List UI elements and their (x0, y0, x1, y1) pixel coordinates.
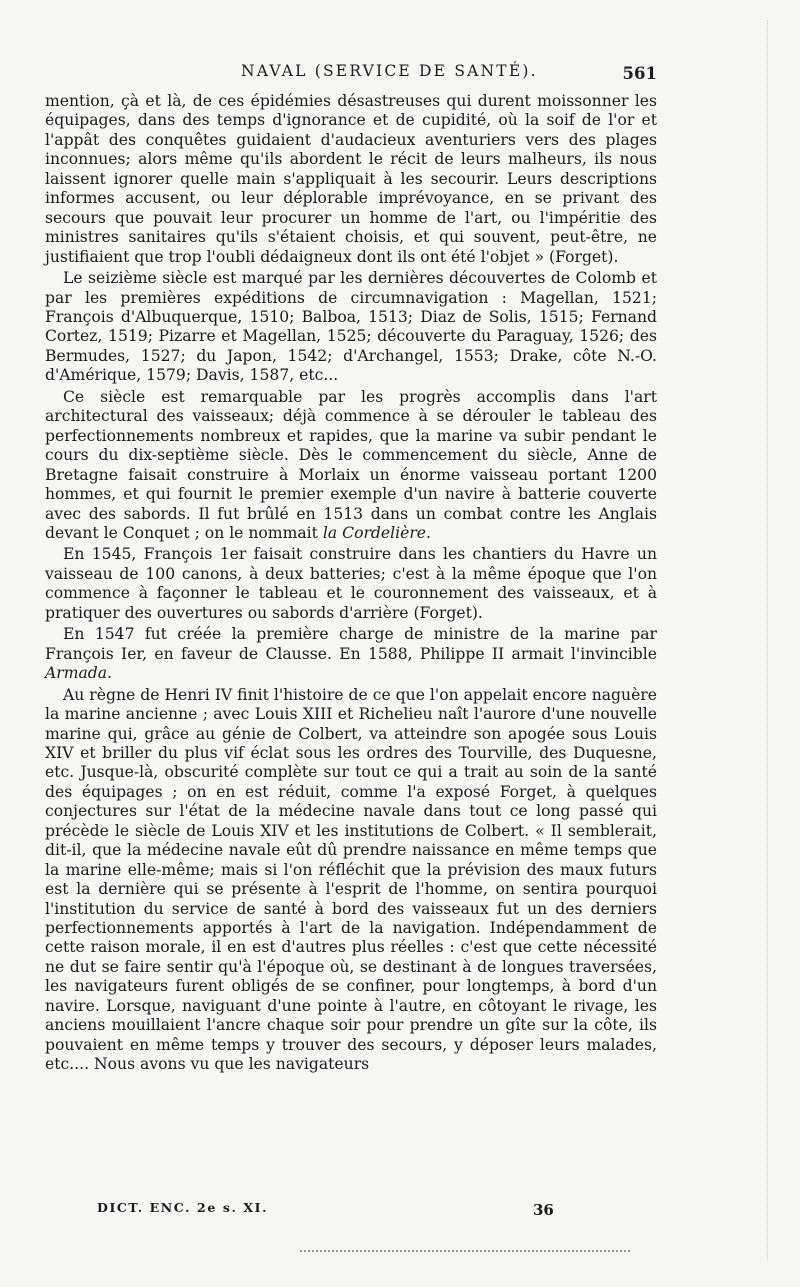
paragraph-3-text: Ce siècle est remarquable par les progrès accomplis dans l'art architectural des vaisseaux; déjà commence à se dérouler le tableau des perfectionnements nombreux et rapides, que la marine va subir pendant le cours du dix-septième siècle. Dès le commencement du siècle, Anne de Bretagne faisait construire à Morlaix un énorme vaisseau portant 1200 hommes, et qui fournit le premier exemple d'un navire à batterie couverte avec des sabords. Il fut brûlé en 1513 dans un combat contre les Anglais devant le Conquet ; on le nommait (45, 387, 657, 542)
paragraph-5-text: En 1547 fut créée la première charge de ministre de la marine par François Ier, en faveur de Clausse. En 1588, Philippe II armait l'invincible (45, 625, 657, 663)
folio-number: 36 (533, 1201, 554, 1219)
paragraph-6: Au règne de Henri IV finit l'histoire de ce que l'on appelait encore naguère la marine ancienne ; avec Louis XIII et Richelieu naît l'aurore d'une nouvelle marine qui, grâce au génie de Colbert, va atteindre son apogée sous Louis XIV et briller du plus vif éclat sous les ordres des Tourville, des Duquesne, etc. Jusque-là, obscurité complète sur tout ce qui a trait au soin de la santé des équipages ; on en est réduit, comme l'a exposé Forget, à quelques conjectures sur l'état de la médecine navale dans tout ce long passé qui précède le siècle de Louis XIV et les institutions de Colbert. « Il semblerait, dit-il, que la médecine navale eût dû prendre naissance en même temps que la marine elle-même; mais si l'on réfléchit que la prévision des maux futurs est la dernière qui se présente à l'esprit de l'homme, on sentira pourquoi l'institution du service de santé à bord des vaisseaux fut un des derniers perfectionnements apportés à l'art de la navigation. Indépendamment de cette raison morale, il en est d'autres plus réelles : c'est que cette nécessité ne dut se faire sentir qu'à l'époque où, se destinant à de longues traversées, les navigateurs furent obligés de se confiner, pour longtemps, à bord d'un navire. Lorsque, naviguant d'une pointe à l'autre, en côtoyant le rivage, les anciens mouillaient l'ancre chaque soir pour prendre un gîte sur la côte, ils pouvaient en même temps y trouver des secours, y déposer leurs malades, etc.... Nous avons vu que les navigateurs (45, 685, 657, 1074)
paragraph-3 (45, 388, 657, 544)
page-number: 561 (622, 64, 657, 83)
body-text (45, 92, 657, 1075)
scan-edge-marks (767, 20, 782, 1260)
ship-name-italic: la Cordelière. (322, 523, 431, 542)
armada-italic: Armada. (45, 664, 113, 683)
signature-mark: DICT. ENC. 2e s. XI. (97, 1200, 269, 1215)
page-footer (45, 1198, 657, 1222)
running-head (45, 62, 657, 86)
bottom-scan-artifact (300, 1250, 630, 1252)
running-head-title: NAVAL (SERVICE DE SANTÉ). (241, 62, 538, 80)
paragraph-2: Le seizième siècle est marqué par les dernières découvertes de Colomb et par les premières expéditions de circumnavigation : Magellan, 1521; François d'Albuquerque, 1510; Balboa, 1513; Diaz de Solis, 1515; Fernand Cortez, 1519; Pizarre et Magellan, 1525; découverte du Paraguay, 1526; des Bermudes, 1527; du Japon, 1542; d'Archangel, 1553; Drake, côte N.-O. d'Amérique, 1579; Davis, 1587, etc... (45, 269, 657, 385)
paragraph-5 (45, 625, 657, 683)
paragraph-4: En 1545, François 1er faisait construire dans les chantiers du Havre un vaisseau de 100 canons, à deux batteries; c'est à la même époque que l'on commence à façonner le tableau et le couronnement des vaisseaux, et à pratiquer des ouvertures ou sabords d'arrière (Forget). (45, 545, 657, 622)
paragraph-1: mention, çà et là, de ces épidémies désastreuses qui durent moissonner les équipages, dans des temps d'ignorance et de cupidité, où la soif de l'or et l'appât des conquêtes guidaient d'audacieux aventuriers vers des plages inconnues; alors même qu'ils abordent le récit de leurs malheurs, ils nous laissent ignorer quelle main s'appliquait à les secourir. Leurs descriptions informes accusent, ou leur déplorable imprévoyance, en se privant des secours que pouvait leur procurer un homme de l'art, ou l'impéritie des ministres sanitaires qu'ils s'étaient choisis, et qui souvent, peut-être, ne justifiaient que trop l'oubli dédaigneux dont ils ont été l'objet » (Forget). (45, 92, 657, 266)
